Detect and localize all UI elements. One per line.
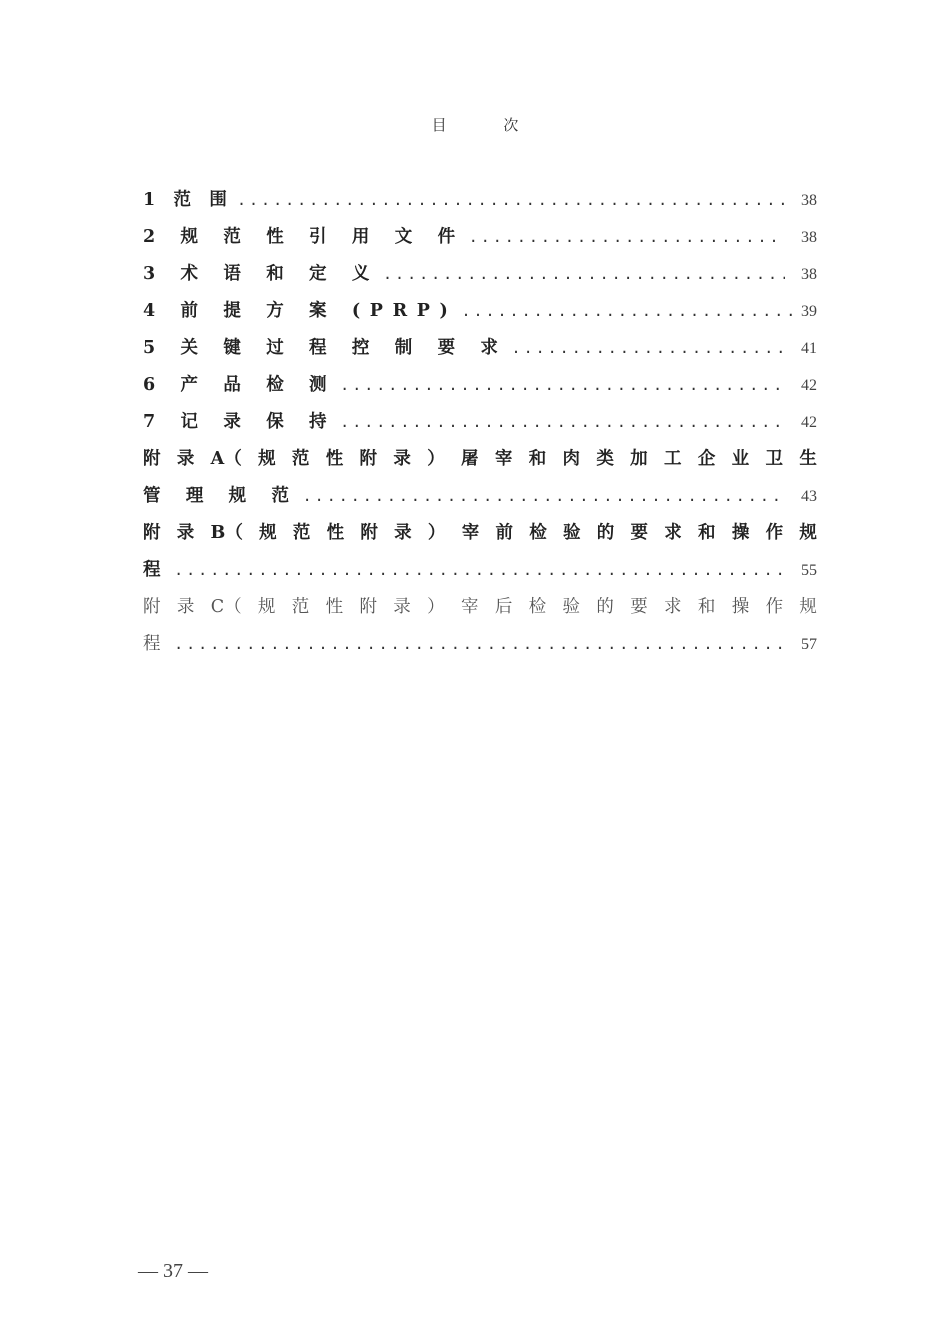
toc-label-segment: 后 [494,597,513,617]
toc-entry-label: 2 规 范 性 引 用 文 件 [143,227,465,247]
toc-entry-annex-c-continued[interactable] [143,626,817,663]
toc-label-segment: ） [427,523,446,543]
toc-entry-label: 6 产 品 检 测 [143,375,337,395]
toc-label-segment: 屠 [461,449,479,469]
toc-entry-label: 程 [143,560,171,580]
toc-label-segment: 工 [664,449,682,469]
table-of-contents [143,182,817,663]
toc-title: 目 次 [431,116,545,134]
toc-label-segment: 操 [731,597,750,617]
toc-label-segment: 规 [257,597,276,617]
toc-page-number: 55 [801,562,817,579]
toc-leader-dots [469,219,785,256]
toc-entry-label: 管 理 规 范 [143,486,299,506]
toc-leader-dots [237,182,785,219]
toc-label-segment: 范 [292,523,311,543]
toc-entry-label [143,441,817,478]
toc-label-segment: 宰 [461,523,480,543]
toc-page-number: 57 [801,636,817,653]
toc-label-segment: 录 [176,523,195,543]
toc-leader-dots [303,478,785,515]
toc-label-segment: 附 [359,597,377,617]
toc-page-number: 39 [801,303,817,320]
toc-entry-annex-c[interactable] [143,589,817,626]
toc-leader-dots [512,330,785,367]
toc-leader-dots [461,293,793,330]
toc-leader-dots [383,256,785,293]
toc-label-segment: 生 [799,449,817,469]
toc-label-segment: 范 [291,449,310,469]
toc-label-segment: 求 [664,597,682,617]
toc-page-number: 42 [801,414,817,431]
toc-page-number: 42 [801,377,817,394]
toc-label-segment: 录 [393,449,411,469]
toc-entry-label: 5 关 键 过 程 控 制 要 求 [143,338,508,358]
toc-label-segment: 验 [562,523,581,543]
toc-label-segment: 附 [360,523,378,543]
toc-label-segment: 录 [176,449,195,469]
toc-label-segment: 宰 [494,449,513,469]
toc-label-segment: 和 [528,449,547,469]
toc-entry-prerequisite-programs[interactable] [143,293,817,330]
toc-label-segment: 前 [495,523,513,543]
toc-label-segment: 卫 [765,449,783,469]
toc-label-segment: 加 [630,449,648,469]
toc-label-segment: 验 [562,597,581,617]
toc-entry-label [143,589,817,626]
toc-label-segment: 类 [596,449,614,469]
toc-label-segment: 规 [258,449,276,469]
toc-label-segment: 操 [731,523,750,543]
toc-page-number: 41 [801,340,817,357]
toc-leader-dots [174,626,785,663]
toc-label-segment: B（ [210,523,243,543]
toc-page-number: 38 [801,229,817,246]
toc-label-segment: 的 [596,523,615,543]
toc-entry-label: 程 [143,634,171,654]
toc-entry-terms-definitions[interactable] [143,256,817,293]
toc-label-segment: 要 [630,597,648,617]
toc-label-segment: ） [427,449,445,469]
toc-label-segment: A（ [210,449,242,469]
toc-label-segment: 肉 [562,449,581,469]
toc-entry-label: 7 记 录 保 持 [143,412,337,432]
toc-label-segment: 业 [731,449,750,469]
toc-entry-annex-b[interactable] [143,515,817,552]
toc-entry-normative-references[interactable] [143,219,817,256]
toc-leader-dots [340,404,785,441]
toc-page-number: 38 [801,266,817,283]
toc-label-segment: 性 [325,597,344,617]
toc-label-segment: 附 [143,449,161,469]
toc-label-segment: 和 [698,523,716,543]
toc-label-segment: 要 [630,523,649,543]
toc-label-segment: 和 [697,597,716,617]
toc-label-segment: 检 [528,597,547,617]
toc-entry-label [143,515,817,552]
toc-label-segment: 附 [143,523,161,543]
toc-label-segment: 宰 [460,597,479,617]
toc-page-number: 43 [801,488,817,505]
toc-label-segment: ） [427,597,445,617]
toc-leader-dots [174,552,785,589]
toc-label-segment: 规 [799,523,817,543]
toc-label-segment: 范 [291,597,310,617]
toc-entry-label: 1 范 围 [143,190,233,210]
toc-entry-key-process-control[interactable] [143,330,817,367]
toc-label-segment: 附 [143,597,161,617]
toc-label-segment: 录 [393,597,411,617]
toc-label-segment: 检 [529,523,547,543]
toc-entry-label: 3 术 语 和 定 义 [143,264,380,284]
toc-label-segment: C（ [210,597,242,617]
toc-entry-annex-a-continued[interactable] [143,478,817,515]
toc-entry-label: 4 前 提 方 案 (PRP) [143,301,458,321]
toc-label-segment: 求 [664,523,682,543]
toc-label-segment: 性 [326,523,345,543]
toc-label-segment: 企 [697,449,716,469]
toc-label-segment: 的 [596,597,614,617]
toc-label-segment: 附 [359,449,378,469]
toc-label-segment: 性 [325,449,344,469]
toc-entry-scope[interactable] [143,182,817,219]
footer-page-number: — 37 — [138,1260,208,1282]
toc-entry-product-testing[interactable] [143,367,817,404]
toc-label-segment: 录 [394,523,412,543]
toc-leader-dots [340,367,785,404]
toc-label-segment: 规 [799,597,817,617]
toc-page-number: 38 [801,192,817,209]
toc-label-segment: 录 [176,597,195,617]
toc-label-segment: 规 [259,523,277,543]
toc-label-segment: 作 [765,597,784,617]
toc-label-segment: 作 [765,523,784,543]
toc-entry-annex-b-continued[interactable] [143,552,817,589]
toc-entry-annex-a[interactable] [143,441,817,478]
toc-entry-record-keeping[interactable] [143,404,817,441]
